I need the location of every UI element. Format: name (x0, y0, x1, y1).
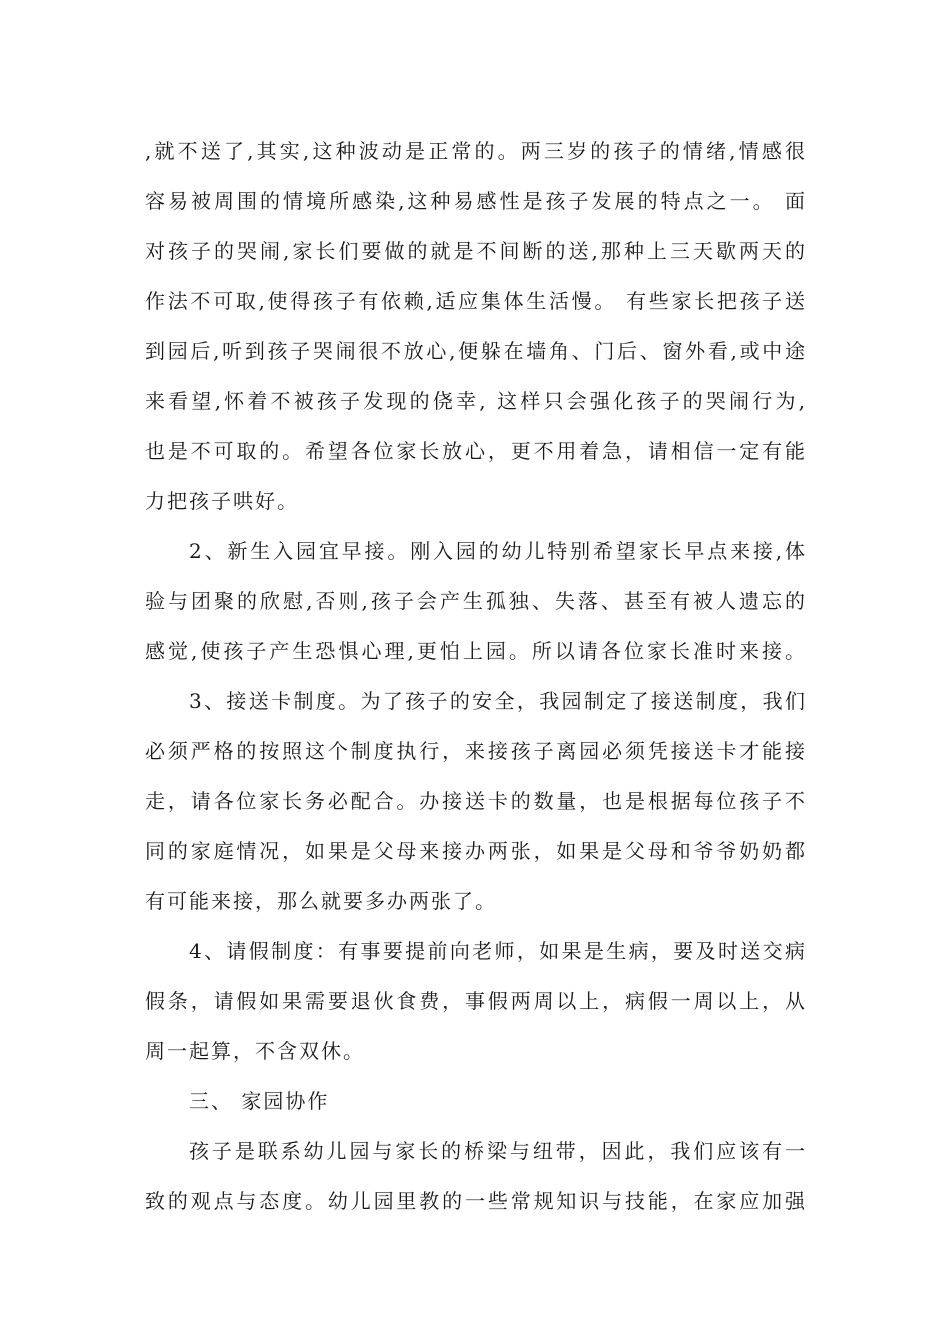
text-line: 同的家庭情况，如果是父母来接办两张，如果是父母和爷爷奶奶都 (145, 839, 807, 863)
text-line: 有可能来接，那么就要多办两张了。 (145, 889, 497, 913)
text-line: 周一起算，不含双休。 (145, 1039, 365, 1063)
text-line: 感觉,使孩子产生恐惧心理,更怕上园。所以请各位家长准时来接。 (145, 639, 807, 663)
text-line: ,就不送了,其实,这种波动是正常的。两三岁的孩子的情绪,情感很 (145, 139, 807, 163)
text-line: 4、请假制度：有事要提前向老师，如果是生病，要及时送交病 (189, 939, 807, 963)
text-line: 孩子是联系幼儿园与家长的桥梁与纽带，因此，我们应该有一 (189, 1139, 807, 1163)
text-line: 容易被周围的情境所感染,这种易感性是孩子发展的特点之一。 面 (145, 189, 807, 213)
text-line: 力把孩子哄好。 (145, 489, 299, 513)
section-heading: 三、 家园协作 (189, 1089, 330, 1113)
text-line: 作法不可取,使得孩子有依赖,适应集体生活慢。 有些家长把孩子送 (145, 289, 807, 313)
text-line: 验与团聚的欣慰,否则,孩子会产生孤独、失落、甚至有被人遗忘的 (145, 589, 807, 613)
text-line: 3、接送卡制度。为了孩子的安全，我园制定了接送制度，我们 (189, 689, 807, 713)
text-line: 必须严格的按照这个制度执行，来接孩子离园必须凭接送卡才能接 (145, 739, 807, 763)
text-line: 致的观点与态度。幼儿园里教的一些常规知识与技能，在家应加强 (145, 1189, 807, 1213)
document-body (145, 126, 807, 1226)
text-line: 也是不可取的。希望各位家长放心，更不用着急，请相信一定有能 (145, 439, 807, 463)
text-line: 对孩子的哭闹,家长们要做的就是不间断的送,那种上三天歇两天的 (145, 239, 807, 263)
text-line: 假条，请假如果需要退伙食费，事假两周以上，病假一周以上，从 (145, 989, 807, 1013)
text-line: 2、新生入园宜早接。刚入园的幼儿特别希望家长早点来接,体 (189, 539, 807, 563)
text-line: 来看望,怀着不被孩子发现的侥幸, 这样只会强化孩子的哭闹行为, (145, 389, 807, 413)
text-line: 走，请各位家长务必配合。办接送卡的数量，也是根据每位孩子不 (145, 789, 807, 813)
text-line: 到园后,听到孩子哭闹很不放心,便躲在墙角、门后、窗外看,或中途 (145, 339, 807, 363)
